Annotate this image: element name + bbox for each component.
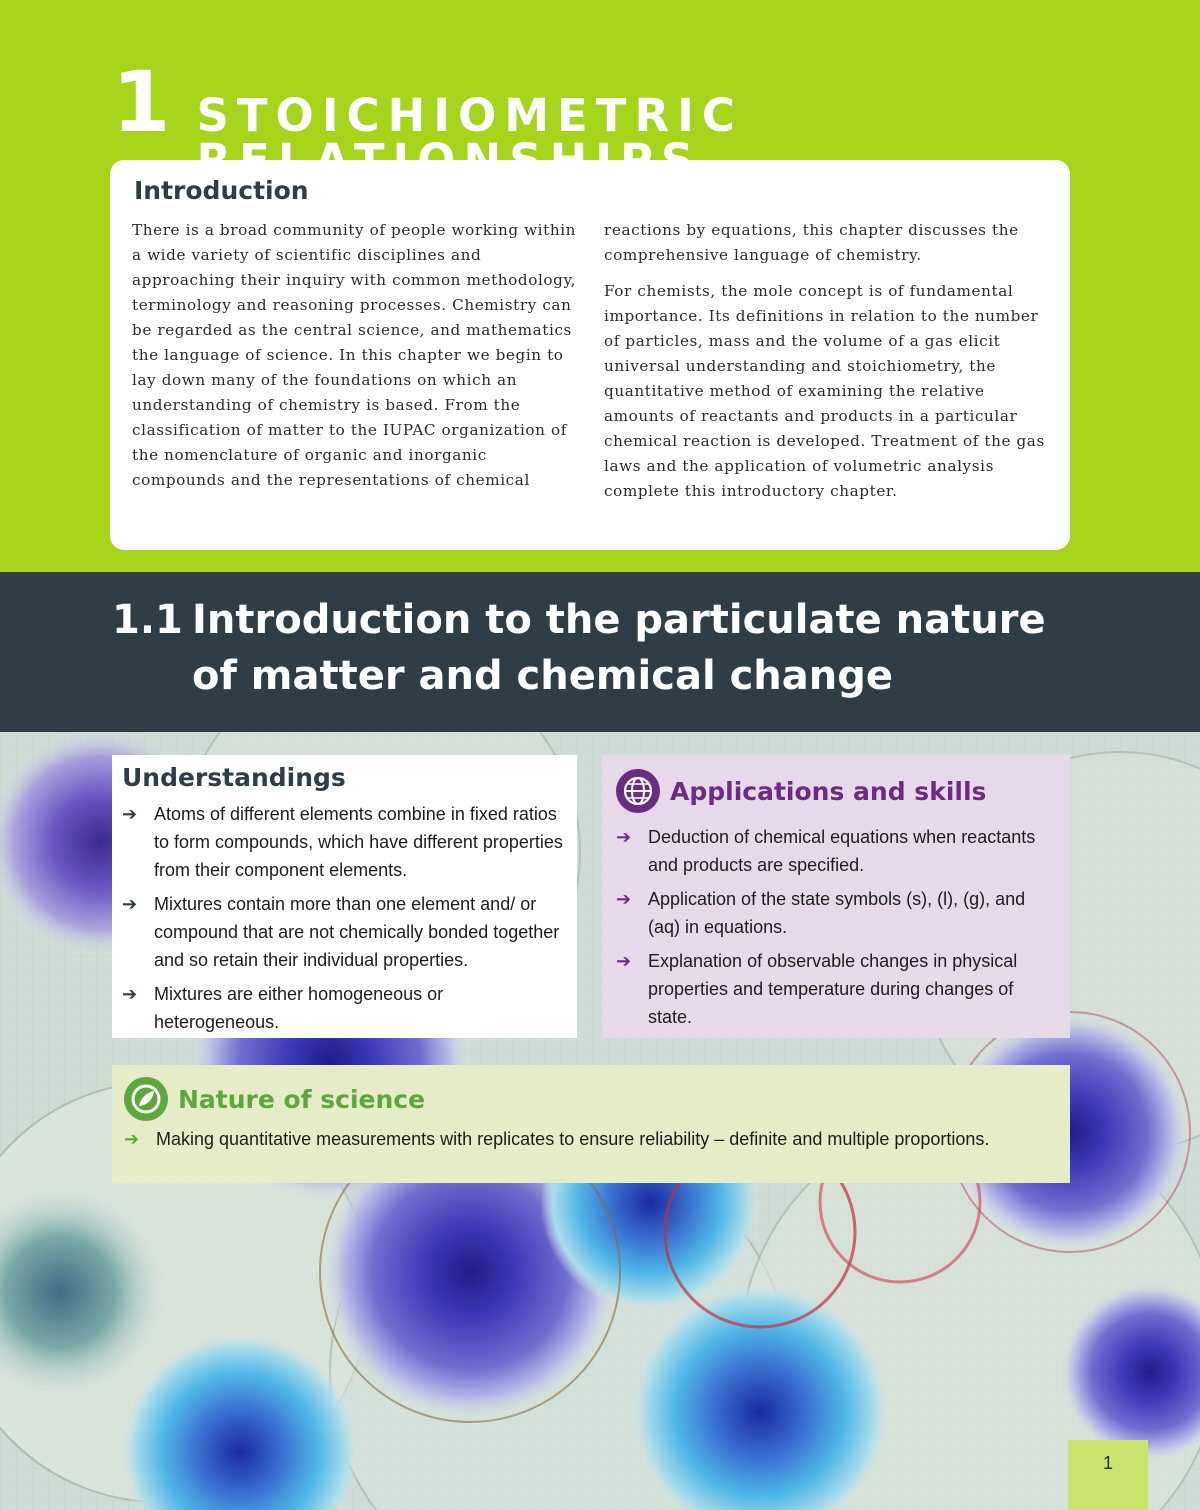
arrow-right-icon: ➔ [124, 1129, 140, 1149]
introduction-heading: Introduction [134, 176, 309, 205]
list-item-text: Mixtures are either homogeneous or heterogeneous. [154, 984, 444, 1032]
page-number: 1 [1068, 1440, 1148, 1510]
introduction-paragraph: There is a broad community of people working within a wide variety of scientific disciplines and approaching their inquiry with common methodology, terminology and reasoning processes. Chemistry can be regarded as the central science, and mathematics the language of science. In this chapter we begin to lay down many of the foundations on which an understanding of chemistry is based. From the classification of matter to the IUPAC organization of the nomenclature of organic and inorganic compounds and the representations of chemical [132, 221, 577, 489]
nature-of-science-heading: Nature of science [178, 1084, 426, 1114]
arrow-right-icon: ➔ [122, 804, 138, 824]
chapter-title: STOICHIOMETRIC [196, 89, 743, 142]
globe-icon [616, 769, 660, 813]
introduction-right-column [604, 218, 1054, 515]
list-item [122, 980, 567, 1036]
arrow-right-icon: ➔ [122, 984, 138, 1004]
introduction-left-column [132, 218, 582, 504]
understandings-list [122, 800, 567, 1036]
list-item [616, 885, 1056, 941]
list-item-text: Making quantitative measurements with replicates to ensure reliability – definite and multiple proportions. [156, 1129, 990, 1149]
section-number: 1.1 [112, 597, 183, 643]
nature-of-science-list [124, 1125, 1058, 1153]
list-item-text: Atoms of different elements combine in fixed ratios to form compounds, which have different properties from their component elements. [154, 804, 563, 880]
list-item [122, 890, 567, 974]
arrow-right-icon: ➔ [122, 894, 138, 914]
nature-of-science-header [124, 1077, 1058, 1121]
nature-of-science-icon [124, 1077, 168, 1121]
list-item-text: Explanation of observable changes in physical properties and temperature during changes of state. [648, 951, 1018, 1027]
introduction-box [110, 160, 1070, 550]
chapter-number: 1 [112, 53, 171, 151]
arrow-right-icon: ➔ [616, 827, 632, 847]
applications-heading: Applications and skills [670, 776, 987, 806]
arrow-right-icon: ➔ [616, 889, 632, 909]
understandings-box [112, 755, 577, 1038]
list-item [616, 947, 1056, 1031]
section-title: Introduction to the particulate nature of matter and chemical change [192, 597, 1046, 699]
understandings-heading: Understandings [122, 763, 346, 792]
applications-list [616, 823, 1056, 1031]
introduction-paragraph: For chemists, the mole concept is of fundamental importance. Its definitions in relation to the number of particles, mass and the volume of a gas elicit universal understanding and stoichiometry, the quantitative method of examining the relative amounts of reactants and products in a particular chemical reaction is developed. Treatment of the gas laws and the application of volumetric analysis complete this introductory chapter. [604, 282, 1045, 500]
list-item-text: Mixtures contain more than one element and/ or compound that are not chemically bonded together and so retain their individual properties. [154, 894, 560, 970]
list-item [616, 823, 1056, 879]
list-item [124, 1125, 1058, 1153]
list-item-text: Deduction of chemical equations when reactants and products are specified. [648, 827, 1036, 875]
applications-header [616, 769, 1056, 813]
arrow-right-icon: ➔ [616, 951, 632, 971]
list-item-text: Application of the state symbols (s), (l), (g), and (aq) in equations. [648, 889, 1026, 937]
nature-of-science-box [112, 1065, 1070, 1183]
applications-box [602, 755, 1070, 1038]
list-item [122, 800, 567, 884]
introduction-paragraph: reactions by equations, this chapter discusses the comprehensive language of chemistry. [604, 221, 1019, 264]
